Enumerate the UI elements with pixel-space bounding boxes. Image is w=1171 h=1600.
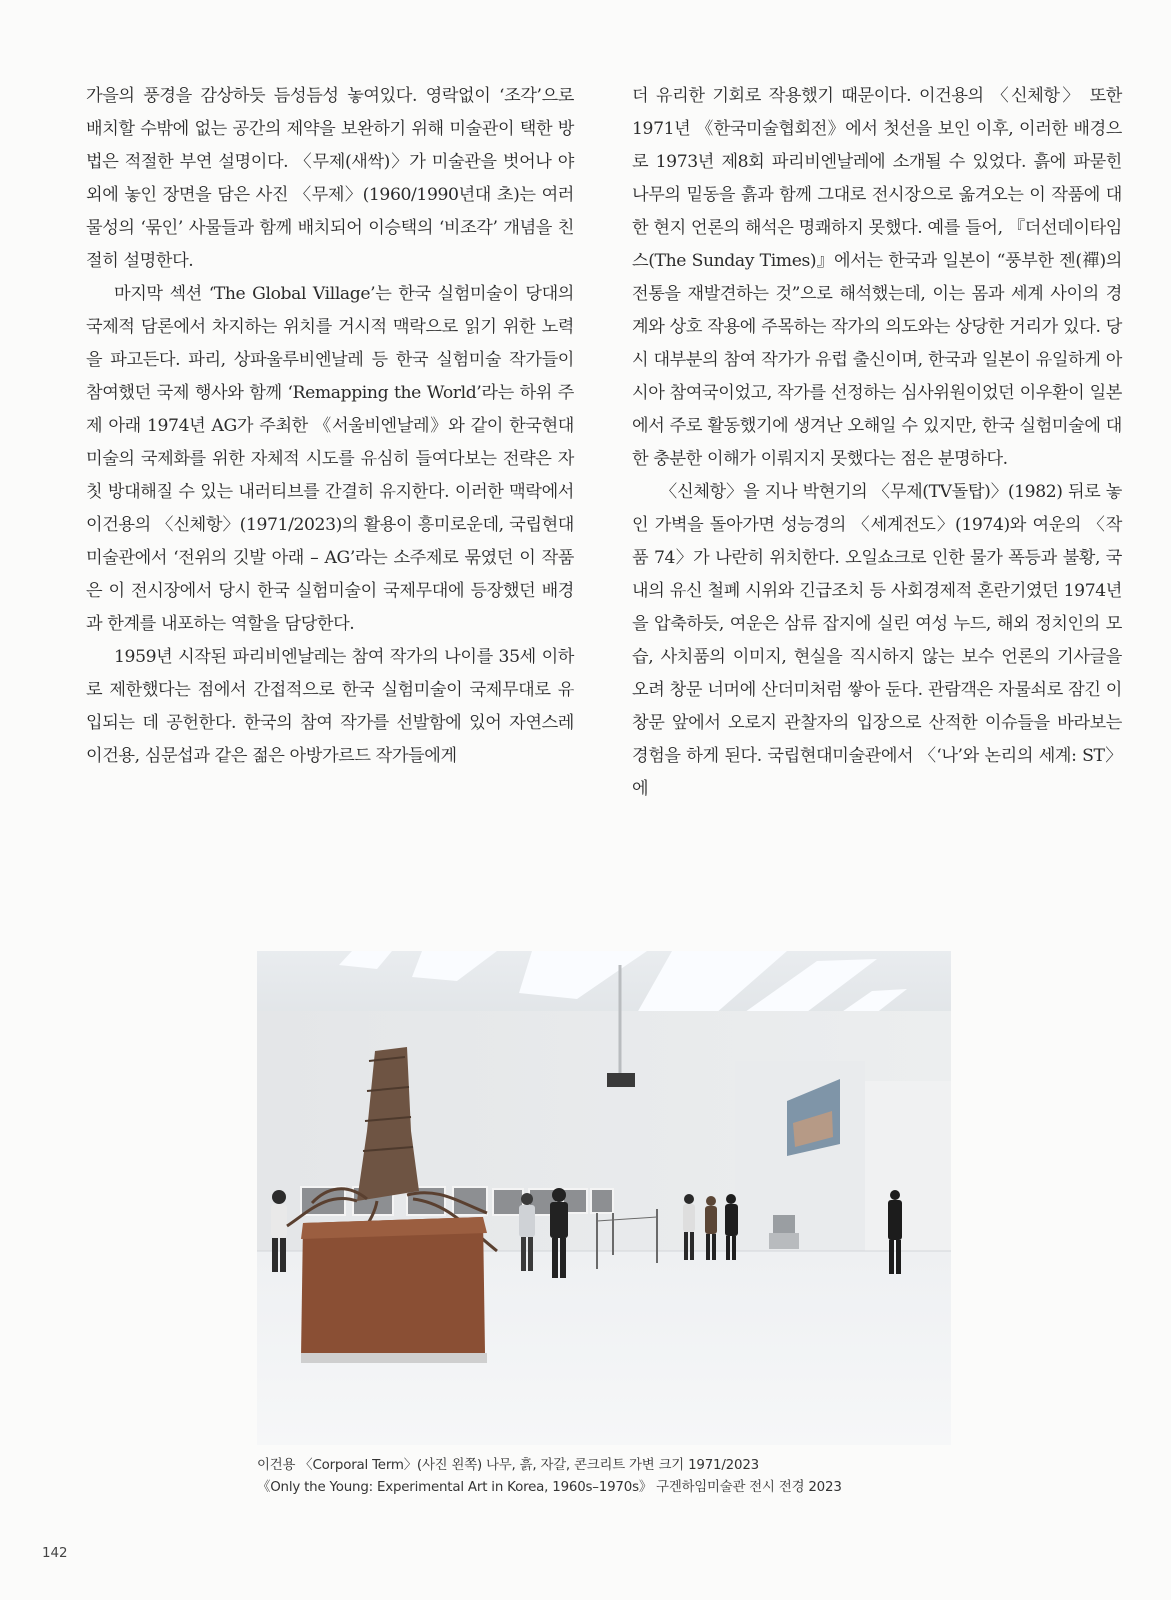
caption-line: 이건용 〈Corporal Term〉(사진 왼쪽) 나무, 흙, 자갈, 콘크리트 가변 크기 1971/2023 xyxy=(257,1458,759,1473)
paragraph: 〈신체항〉을 지나 박현기의 〈무제(TV돌탑)〉(1982) 뒤로 놓인 가벽을 돌아가면 성능경의 〈세계전도〉(1974)와 여운의 〈작품 74〉가 나란히 위치한다. 오일쇼크로 인한 물가 폭등과 불황, 국내의 유신 철폐 시위와 긴급조치 등 사회경제적 혼란기였던 1974년을 압축하듯, 여운은 삼류 잡지에 실린 여성 누드, 해외 정치인의 모습, 사치품의 이미지, 현실을 직시하지 않는 보수 언론의 기사글을 오려 창문 너머에 산더미처럼 쌓아 둔다. 관람객은 자물쇠로 잠긴 이 창문 앞에서 오로지 관찰자의 입장으로 산적한 이슈들을 바라보는 경험을 하게 된다. 국립현대미술관에서 〈‘나’와 논리의 세계: ST〉에 xyxy=(632,482,1122,799)
paragraph: 마지막 섹션 ‘The Global Village’는 한국 실험미술이 당대의 국제적 담론에서 차지하는 위치를 거시적 맥락으로 읽기 위한 노력을 파고든다. 파리, 상파울루비엔날레 등 한국 실험미술 작가들이 참여했던 국제 행사와 함께 ‘Remapping the World’라는 하위 주제 아래 1974년 AG가 주최한 《서울비엔날레》와 같이 한국현대미술의 국제화를 위한 자체적 시도를 유심히 들여다보는 전략은 자칫 방대해질 수 있는 내러티브를 간결히 유지한다. 이러한 맥락에서 이건용의 〈신체항〉(1971/2023)의 활용이 흥미로운데, 국립현대미술관에서 ‘전위의 깃발 아래 – AG’라는 소주제로 묶였던 이 작품은 이 전시장에서 당시 한국 실험미술이 국제무대에 등장했던 배경과 한계를 내포하는 역할을 담당한다. xyxy=(86,284,574,634)
paragraph: 1959년 시작된 파리비엔날레는 참여 작가의 나이를 35세 이하로 제한했다는 점에서 간접적으로 한국 실험미술이 국제무대로 유입되는 데 공헌한다. 한국의 참여 작가를 선발함에 있어 자연스레 이건용, 심문섭과 같은 젊은 아방가르드 작가들에게 xyxy=(86,647,574,766)
text-column-left xyxy=(86,80,574,773)
text-column-right xyxy=(632,80,1122,806)
gallery-view-illustration xyxy=(257,951,951,1445)
paragraph: 더 유리한 기회로 작용했기 때문이다. 이건용의 〈신체항〉 또한 1971년 《한국미술협회전》에서 첫선을 보인 이후, 이러한 배경으로 1973년 제8회 파리비엔날레에 소개될 수 있었다. 흙에 파묻힌 나무의 밑동을 흙과 함께 그대로 전시장으로 옮겨오는 이 작품에 대한 현지 언론의 해석은 명쾌하지 못했다. 예를 들어, 『더선데이타임스(The Sunday Times)』에서는 한국과 일본이 “풍부한 젠(禪)의 전통을 재발견하는 것”으로 해석했는데, 이는 몸과 세계 사이의 경계와 상호 작용에 주목하는 작가의 의도와는 상당한 거리가 있다. 당시 대부분의 참여 작가가 유럽 출신이며, 한국과 일본이 유일하게 아시아 참여국이었고, 작가를 선정하는 심사위원이었던 이우환이 일본에서 주로 활동했기에 생겨난 오해일 수 있지만, 한국 실험미술에 대한 충분한 이해가 이뤄지지 못했다는 점은 분명하다. xyxy=(632,86,1122,469)
partition-wall xyxy=(735,1061,865,1271)
exhibition-photo xyxy=(257,951,951,1445)
figure-caption xyxy=(257,1455,1017,1499)
caption-line: 《Only the Young: Experimental Art in Korea, 1960s–1970s》 구겐하임미술관 전시 전경 2023 xyxy=(257,1480,842,1495)
projector xyxy=(607,1073,635,1087)
page-number: 142 xyxy=(42,1546,68,1561)
paragraph: 가을의 풍경을 감상하듯 듬성듬성 놓여있다. 영락없이 ‘조각’으로 배치할 수밖에 없는 공간의 제약을 보완하기 위해 미술관이 택한 방법은 적절한 부연 설명이다. 〈무제(새싹)〉가 미술관을 벗어나 야외에 놓인 장면을 담은 사진 〈무제〉(1960/1990년대 초)는 여러 물성의 ‘묶인’ 사물들과 함께 배치되어 이승택의 ‘비조각’ 개념을 친절히 설명한다. xyxy=(86,86,574,271)
tv-sculpture xyxy=(773,1215,795,1233)
